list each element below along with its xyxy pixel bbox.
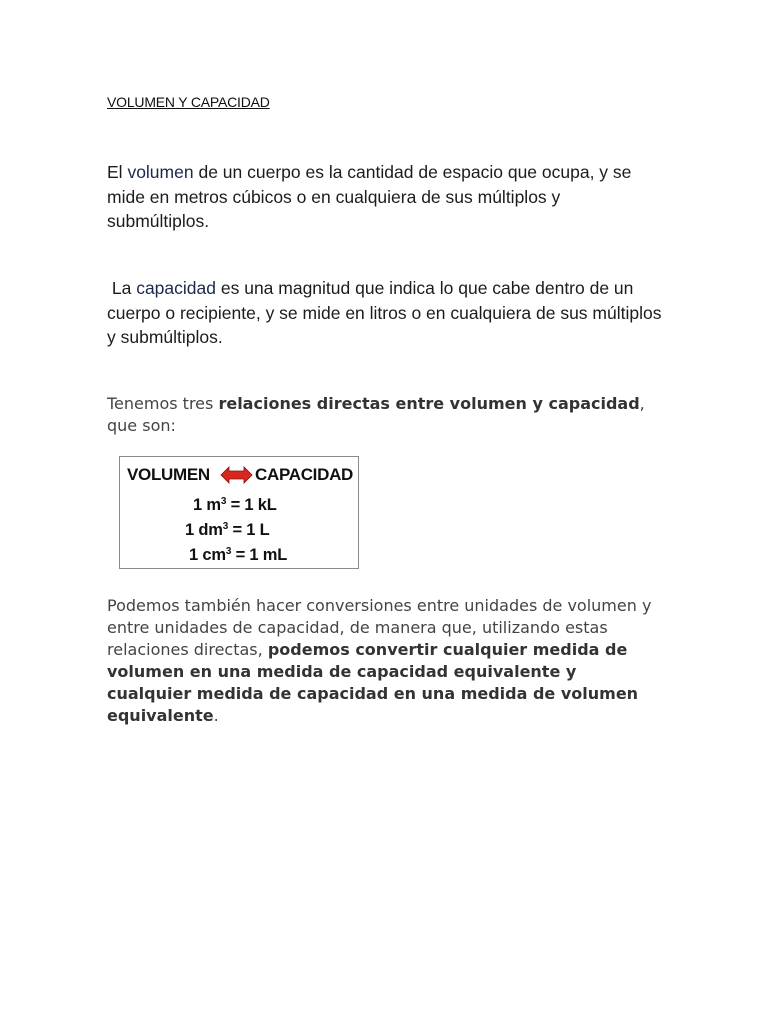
bold-relaciones: relaciones directas entre volumen y capacidad bbox=[218, 394, 640, 413]
bold-conversiones: podemos convertir cualquier medida de volumen en una medida de capacidad equivalente y cualquier medida de capacidad en una medida de volumen equivalente bbox=[107, 640, 639, 725]
paragraph-capacidad: La capacidad es una magnitud que indica lo que cabe dentro de un cuerpo o recipiente, y se mide en litros o en cualquiera de sus múltiplos y submúltiplos. bbox=[107, 278, 662, 347]
paragraph-conversiones: Podemos también hacer conversiones entre unidades de volumen y entre unidades de capacidad, de manera que, utilizando estas relaciones directas, podemos convertir cualquier medida de volumen en una medida de capacidad equivalente y cualquier medida de capacidad en una medida de volumen equivalente. bbox=[107, 596, 652, 725]
term-capacidad: capacidad bbox=[136, 278, 216, 298]
figure-label-volumen: VOLUMEN bbox=[127, 465, 210, 484]
equation-cm3-ml: 1 $cm^3 = 1$ mL bbox=[189, 546, 288, 564]
page-title: VOLUMEN Y CAPACIDAD bbox=[107, 94, 270, 110]
equivalence-figure bbox=[119, 456, 359, 569]
paragraph-relaciones: Tenemos tres relaciones directas entre volumen y capacidad, que son: bbox=[107, 394, 645, 435]
figure-header bbox=[120, 463, 358, 487]
paragraph-volumen: El volumen de un cuerpo es la cantidad de espacio que ocupa, y se mide en metros cúbicos o en cualquiera de sus múltiplos y submúltiplos. bbox=[107, 162, 632, 231]
equation-m3-kl: 1 $m^3 = 1$ kL bbox=[193, 496, 277, 514]
equation-dm3-l: 1 $dm^3 = 1$ L bbox=[185, 521, 270, 539]
figure-label-capacidad: CAPACIDAD bbox=[255, 465, 354, 484]
term-volumen: volumen bbox=[127, 162, 194, 182]
double-arrow-icon bbox=[220, 466, 253, 484]
